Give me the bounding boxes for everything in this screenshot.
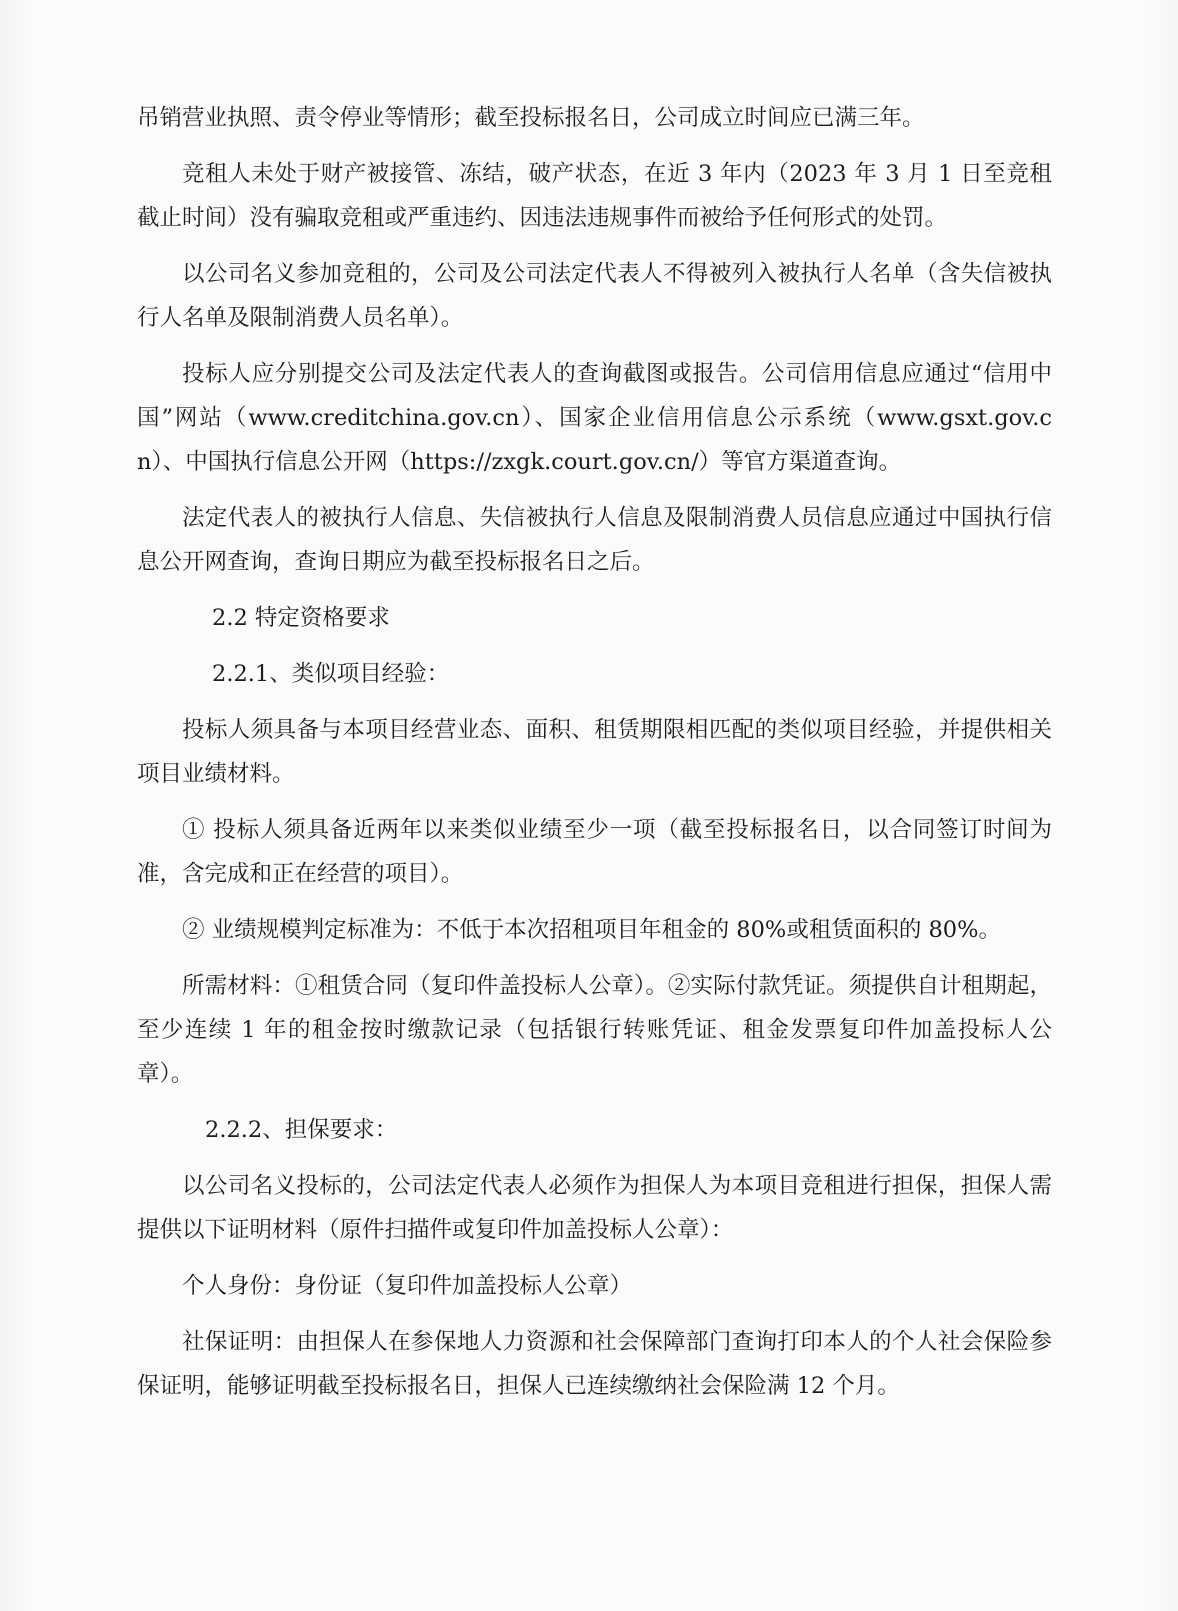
paragraph-requirement-2: ② 业绩规模判定标准为：不低于本次招租项目年租金的 80%或租赁面积的 80%。 xyxy=(182,917,1001,943)
paragraph-guarantee: 以公司名义投标的，公司法定代表人必须作为担保人为本项目竞租进行担保，担保人需提供以下证明材料（原件扫描件或复印件加盖投标人公章）： xyxy=(137,1173,1052,1243)
paragraph-executed-person-list: 以公司名义参加竞租的，公司及公司法定代表人不得被列入被执行人名单（含失信被执行人名单及限制消费人员名单）。 xyxy=(137,261,1052,331)
paragraph-similar-experience: 投标人须具备与本项目经营业态、面积、租赁期限相匹配的类似项目经验，并提供相关项目业绩材料。 xyxy=(137,717,1052,787)
section-heading-2-2: 2.2 特定资格要求 xyxy=(212,605,390,631)
paragraph-business-license: 吊销营业执照、责令停业等情形；截至投标报名日，公司成立时间应已满三年。 xyxy=(137,105,925,131)
document-body xyxy=(137,96,1052,1420)
section-heading-2-2-1: 2.2.1、类似项目经验： xyxy=(212,661,450,687)
paragraph-credit-query: 投标人应分别提交公司及法定代表人的查询截图或报告。公司信用信息应通过“信用中国”网站（www.creditchina.gov.cn）、国家企业信用信息公示系统（www.gsxt.gov.cn）、中国执行信息公开网（https://zxgk.court.gov.cn/）等官方渠道查询。 xyxy=(137,361,1052,475)
paragraph-requirement-1: ① 投标人须具备近两年以来类似业绩至少一项（截至投标报名日，以合同签订时间为准，含完成和正在经营的项目）。 xyxy=(137,817,1052,887)
paragraph-legal-representative-query: 法定代表人的被执行人信息、失信被执行人信息及限制消费人员信息应通过中国执行信息公开网查询，查询日期应为截至投标报名日之后。 xyxy=(137,505,1052,575)
paragraph-id-card: 个人身份：身份证（复印件加盖投标人公章） xyxy=(182,1273,633,1299)
paragraph-required-materials: 所需材料：①租赁合同（复印件盖投标人公章）。②实际付款凭证。须提供自计租期起，至少连续 1 年的租金按时缴款记录（包括银行转账凭证、租金发票复印件加盖投标人公章）。 xyxy=(137,973,1052,1087)
paragraph-social-security: 社保证明：由担保人在参保地人力资源和社会保障部门查询打印本人的个人社会保险参保证明，能够证明截至投标报名日，担保人已连续缴纳社会保险满 12 个月。 xyxy=(137,1329,1052,1399)
section-heading-2-2-2: 2.2.2、担保要求： xyxy=(205,1117,398,1143)
paragraph-property-status: 竞租人未处于财产被接管、冻结，破产状态，在近 3 年内（2023 年 3 月 1 日至竞租截止时间）没有骗取竞租或严重违约、因违法违规事件而被给予任何形式的处罚。 xyxy=(137,161,1052,231)
